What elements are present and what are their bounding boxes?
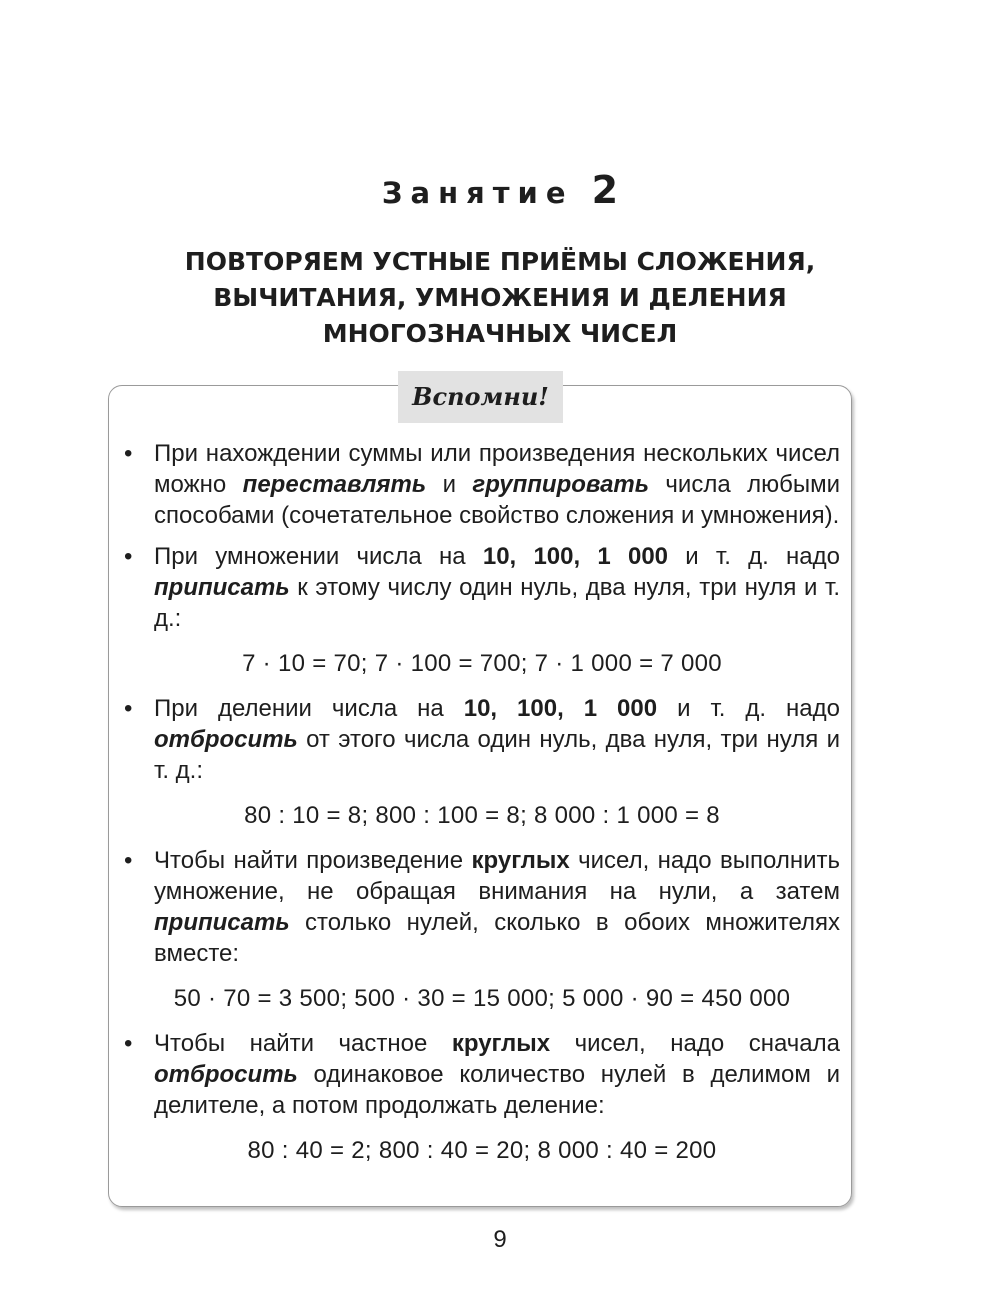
rule-bold: 10, 100, 1 000 [463, 695, 658, 722]
rule-5 [124, 1028, 840, 1121]
example-division: 80 : 10 = 8; 800 : 100 = 8; 8 000 : 1 000 = 8 [244, 802, 720, 829]
rule-3 [124, 693, 840, 786]
page-number: 9 [493, 1226, 507, 1253]
example-multiplication: 7 · 10 = 70; 7 · 100 = 700; 7 · 1 000 = 7 000 [242, 650, 722, 677]
rule-emphasis: отбросить [154, 1061, 298, 1088]
rule-emphasis: приписать [154, 909, 290, 936]
rule-4 [124, 845, 840, 969]
bullet: • [124, 1030, 133, 1057]
rule-text: числа любыми способами (сочетательное свойство сложения и умножения). [154, 471, 841, 529]
rule-text: При делении числа на [154, 695, 464, 722]
rule-text: Чтобы найти произведение [154, 847, 472, 874]
rule-bold: круглых [471, 847, 570, 874]
topic-line-1: ПОВТОРЯЕМ УСТНЫЕ ПРИЁМЫ СЛОЖЕНИЯ, [184, 247, 816, 276]
topic-heading [0, 244, 1000, 352]
lesson-label: Занятие [381, 176, 574, 210]
rule-bold: круглых [451, 1030, 551, 1057]
rule-text: При нахождении суммы или произведения нескольких чисел можно [154, 440, 840, 498]
example-round-quotient: 80 : 40 = 2; 800 : 40 = 20; 8 000 : 40 = 200 [247, 1137, 717, 1164]
rule-text: к этому числу один нуль, два нуля, три нуля и т. д.: [154, 574, 840, 632]
bullet: • [124, 847, 133, 874]
topic-line-3: МНОГОЗНАЧНЫХ ЧИСЕЛ [322, 319, 678, 348]
rule-2 [124, 541, 840, 634]
rule-emphasis: группировать [472, 471, 650, 498]
lesson-number: 2 [591, 168, 619, 212]
topic-line-2: ВЫЧИТАНИЯ, УМНОЖЕНИЯ И ДЕЛЕНИЯ [213, 283, 787, 312]
rule-text: и [426, 471, 473, 498]
rule-emphasis: приписать [154, 574, 290, 601]
rules-list [124, 438, 840, 1180]
rule-1 [124, 438, 840, 531]
bullet: • [124, 543, 133, 570]
bullet: • [124, 440, 133, 467]
rule-text: Чтобы найти частное [154, 1030, 452, 1057]
lesson-title [0, 168, 1000, 212]
rule-emphasis: отбросить [154, 726, 298, 753]
rule-emphasis: переставлять [242, 471, 427, 498]
rule-text: от этого числа один нуль, два нуля, три нуля и т. д.: [154, 726, 840, 784]
rule-bold: 10, 100, 1 000 [482, 543, 669, 570]
rule-text: При умножении числа на [154, 543, 483, 570]
rule-text: чисел, надо сначала [550, 1030, 840, 1057]
example-round-product: 50 · 70 = 3 500; 500 · 30 = 15 000; 5 000 · 90 = 450 000 [173, 985, 791, 1012]
remember-label: Вспомни! [398, 371, 563, 423]
rule-text: и т. д. надо [668, 543, 841, 570]
rule-text: одинаковое количество нулей в делимом и делителе, а потом продолжать деление: [154, 1061, 840, 1119]
bullet: • [124, 695, 133, 722]
rule-text: столько нулей, сколько в обоих множителях вместе: [154, 909, 840, 967]
rule-text: чисел, надо выполнить умножение, не обращая внимания на нули, а затем [154, 847, 840, 905]
rule-text: и т. д. надо [657, 695, 841, 722]
